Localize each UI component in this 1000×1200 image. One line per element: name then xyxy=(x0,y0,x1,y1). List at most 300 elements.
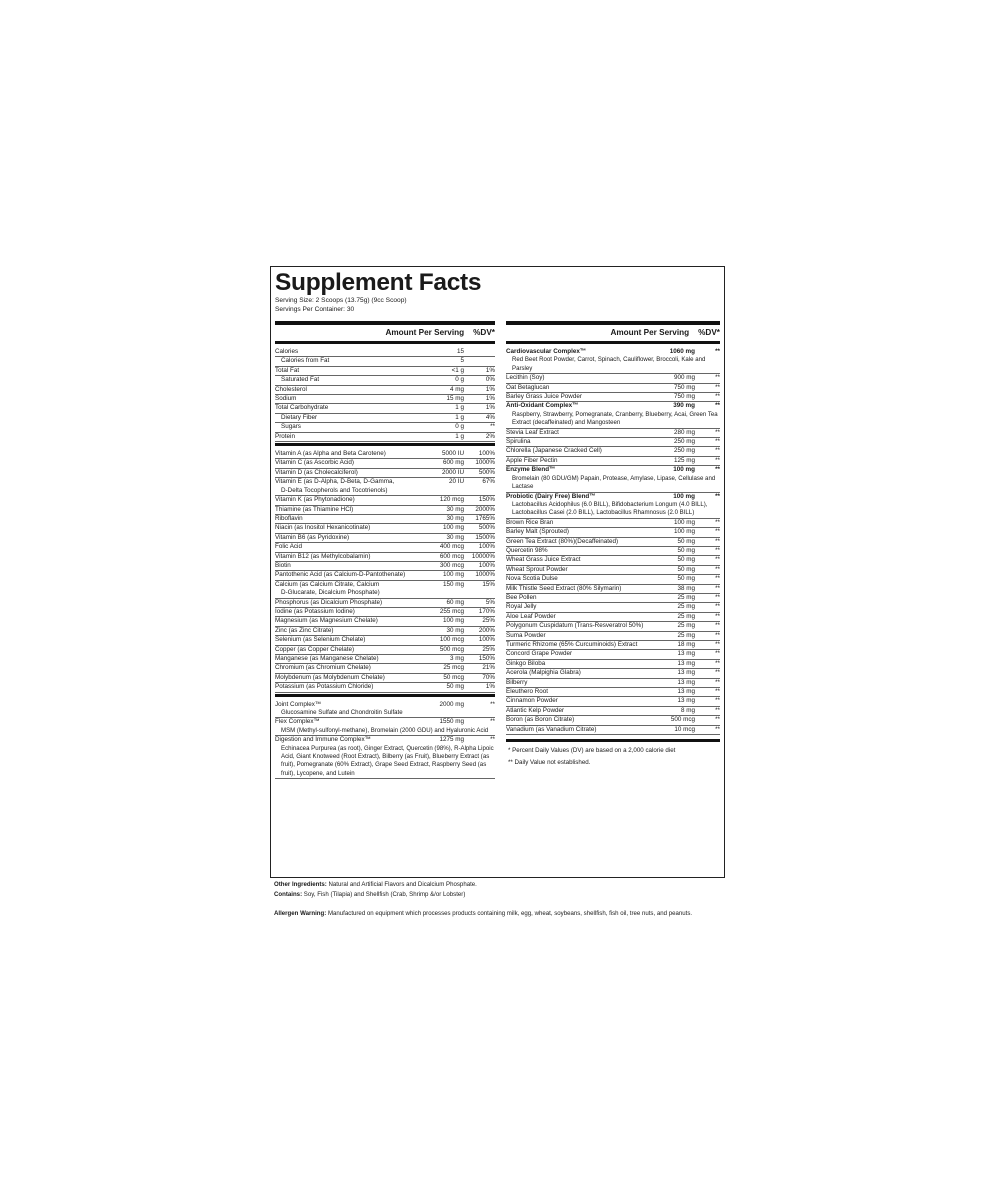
nutrient-row xyxy=(275,608,495,617)
nutrient-row xyxy=(275,386,495,395)
nutrient-name: Protein xyxy=(275,432,295,440)
nutrient-dv: ** xyxy=(715,348,720,355)
nutrient-amount: 50 mg xyxy=(677,546,695,554)
nutrient-row xyxy=(506,556,720,565)
nutrient-dv: 100% xyxy=(478,450,495,458)
nutrient-amount: <1 g xyxy=(451,366,464,374)
footnotes xyxy=(506,746,720,767)
nutrient-amount: 20 IU xyxy=(448,478,464,486)
nutrient-row xyxy=(506,716,720,725)
divider xyxy=(275,443,495,446)
nutrient-dv: 100% xyxy=(478,636,495,644)
panel-title: Supplement Facts xyxy=(275,269,482,296)
nutrient-dv: 1% xyxy=(485,395,495,403)
nutrient-name: Vitamin K (as Phytonadione) xyxy=(275,496,355,504)
nutrient-name: Dietary Fiber xyxy=(281,413,318,421)
nutrient-row xyxy=(275,617,495,626)
nutrient-row xyxy=(275,655,495,664)
nutrient-name: Lecithin (Soy) xyxy=(506,374,545,382)
nutrient-row xyxy=(275,543,495,552)
nutrient-name: Riboflavin xyxy=(275,514,303,522)
nutrient-dv: ** xyxy=(715,688,720,696)
nutrient-name: Oat Betaglucan xyxy=(506,383,550,391)
divider xyxy=(275,341,495,344)
nutrient-name: Wheat Grass Juice Extract xyxy=(506,556,581,564)
nutrient-dv: ** xyxy=(715,669,720,677)
nutrient-row xyxy=(275,450,495,459)
right-column-header xyxy=(506,326,720,340)
nutrient-row xyxy=(506,669,720,678)
nutrient-name-line: Vitamin E (as D-Alpha, D-Beta, D-Gamma, xyxy=(275,478,395,486)
blend-description: Red Beet Root Powder, Carrot, Spinach, Cauliflower, Broccoli, Kale and Parsley xyxy=(506,356,720,374)
nutrient-dv: ** xyxy=(715,603,720,611)
nutrient-dv: ** xyxy=(715,725,720,733)
nutrient-row xyxy=(275,404,495,413)
nutrient-name: Ginkgo Biloba xyxy=(506,659,546,667)
nutrient-amount: 5000 IU xyxy=(441,450,464,458)
nutrient-name: Potassium (as Potassium Chloride) xyxy=(275,683,374,691)
nutrient-row xyxy=(275,478,495,496)
nutrient-dv: ** xyxy=(715,393,720,401)
nutrient-name: Manganese (as Manganese Chelate) xyxy=(275,655,379,662)
header-bar xyxy=(506,321,720,325)
nutrient-amount: 50 mcg xyxy=(443,673,464,681)
nutrient-amount: 1 g xyxy=(455,432,464,440)
nutrient-dv: ** xyxy=(490,718,495,726)
nutrient-row xyxy=(506,466,720,474)
nutrient-name-line: D-Delta Tocopherols and Tocotrienols) xyxy=(281,486,388,494)
nutrient-row xyxy=(506,660,720,669)
nutrient-name: Vitamin B12 (as Methylcobalamin) xyxy=(275,552,371,560)
nutrient-name: Boron (as Boron Citrate) xyxy=(506,716,575,724)
nutrient-row xyxy=(506,697,720,706)
nutrient-amount: 0 g xyxy=(455,423,464,431)
nutrient-amount: 13 mg xyxy=(677,650,695,658)
nutrient-row xyxy=(275,701,495,709)
nutrient-row xyxy=(506,641,720,650)
nutrient-row xyxy=(506,688,720,697)
nutrient-dv: 25% xyxy=(482,617,495,625)
nutrient-name: Molybdenum (as Molybdenum Chelate) xyxy=(275,673,385,681)
divider xyxy=(506,341,720,344)
nutrient-name: Sodium xyxy=(275,395,297,403)
nutrient-row xyxy=(506,393,720,402)
nutrient-dv: ** xyxy=(715,537,720,545)
macros-list xyxy=(275,348,495,442)
nutrient-row xyxy=(275,524,495,533)
nutrient-amount: 50 mg xyxy=(677,565,695,573)
nutrient-name: Barley Grass Juice Powder xyxy=(506,393,582,401)
nutrient-name: Joint Complex™ xyxy=(275,700,322,708)
nutrient-name: Stevia Leaf Extract xyxy=(506,428,559,436)
nutrient-dv: ** xyxy=(715,678,720,686)
nutrient-amount: 1 g xyxy=(455,413,464,421)
nutrient-amount: 13 mg xyxy=(677,697,695,705)
divider xyxy=(275,694,495,697)
nutrient-amount: 5 xyxy=(460,357,464,365)
nutrient-amount: 500 mcg xyxy=(670,716,695,724)
nutrient-dv: ** xyxy=(715,492,720,500)
nutrient-name: Sugars xyxy=(281,423,301,431)
nutrient-dv: ** xyxy=(490,700,495,708)
nutrient-row xyxy=(506,650,720,659)
amount-header: Amount Per Serving xyxy=(610,328,690,337)
other-ingredients-text: Natural and Artificial Flavors and Dicalcium Phosphate. xyxy=(326,881,477,888)
nutrient-dv: ** xyxy=(715,622,720,630)
nutrient-name: Quercetin 98% xyxy=(506,546,548,554)
nutrient-row xyxy=(275,433,495,442)
nutrient-row xyxy=(506,707,720,716)
nutrient-dv: ** xyxy=(715,584,720,592)
nutrient-name: Flex Complex™ xyxy=(275,718,320,726)
nutrient-dv: ** xyxy=(715,706,720,714)
nutrient-dv: ** xyxy=(715,556,720,564)
nutrient-dv: 200% xyxy=(478,626,495,634)
nutrient-name: Saturated Fat xyxy=(281,376,320,384)
nutrient-row xyxy=(275,683,495,692)
nutrient-amount: 50 mg xyxy=(677,537,695,545)
nutrient-amount: 8 mg xyxy=(681,706,695,714)
nutrient-row xyxy=(506,429,720,438)
nutrient-amount: 3 mg xyxy=(450,655,464,662)
vitamins-list xyxy=(275,450,495,693)
nutrient-name: Vitamin D (as Cholecalciferol) xyxy=(275,468,358,476)
nutrient-amount: 30 mg xyxy=(446,514,464,522)
nutrient-name-line: Calcium (as Calcium Citrate, Calcium xyxy=(275,580,380,588)
nutrient-row xyxy=(275,674,495,683)
nutrient-row xyxy=(275,571,495,580)
nutrient-name: Chromium (as Chromium Chelate) xyxy=(275,664,371,672)
nutrient-dv: ** xyxy=(715,428,720,436)
nutrient-row xyxy=(275,395,495,404)
nutrient-amount: 1060 mg xyxy=(669,348,695,355)
nutrient-name: Brown Rice Bran xyxy=(506,518,554,526)
nutrient-row xyxy=(275,636,495,645)
nutrient-amount: 250 mg xyxy=(673,447,695,455)
nutrient-amount: 15 xyxy=(456,348,464,355)
nutrient-amount: 100 mg xyxy=(673,492,695,500)
nutrient-row xyxy=(275,367,495,376)
nutrient-name: Niacin (as Inositol Hexanicotinate) xyxy=(275,524,371,532)
nutrient-amount: 125 mg xyxy=(673,456,695,464)
nutrient-dv: 2% xyxy=(485,432,495,440)
nutrient-amount: 4 mg xyxy=(450,385,464,393)
nutrient-name: Apple Fiber Pectin xyxy=(506,456,558,464)
allergen-label: Allergen Warning: xyxy=(274,910,327,917)
nutrient-name: Folic Acid xyxy=(275,543,302,551)
nutrient-dv: 10000% xyxy=(471,552,495,560)
nutrient-row xyxy=(506,374,720,383)
nutrient-name: Barley Malt (Sprouted) xyxy=(506,528,569,536)
nutrient-dv: ** xyxy=(715,565,720,573)
nutrient-name: Atlantic Kelp Powder xyxy=(506,706,565,714)
nutrient-name: Bee Pollen xyxy=(506,593,537,601)
nutrient-name: Iodine (as Potassium Iodine) xyxy=(275,607,355,615)
nutrient-dv: 70% xyxy=(482,673,495,681)
nutrient-name: Nova Scotia Dulse xyxy=(506,575,558,583)
nutrient-amount: 100 mg xyxy=(442,617,464,625)
nutrient-amount: 13 mg xyxy=(677,659,695,667)
servings-per-container: Servings Per Container: 30 xyxy=(275,306,355,313)
nutrient-dv: ** xyxy=(715,383,720,391)
nutrient-row xyxy=(506,547,720,556)
nutrient-name: Aloe Leaf Powder xyxy=(506,612,556,620)
nutrient-name: Green Tea Extract (80%)(Decaffeinated) xyxy=(506,537,619,545)
nutrient-amount: 25 mg xyxy=(677,622,695,630)
nutrient-row xyxy=(506,348,720,356)
nutrient-row xyxy=(506,603,720,612)
blends-list xyxy=(275,701,495,780)
nutrient-row xyxy=(275,599,495,608)
amount-header: Amount Per Serving xyxy=(385,328,465,337)
nutrient-amount: 1550 mg xyxy=(439,718,464,726)
nutrient-name: Probiotic (Dairy Free) Blend™ xyxy=(506,492,596,500)
nutrient-amount: 1 g xyxy=(455,404,464,412)
nutrient-row xyxy=(275,459,495,468)
nutrient-amount: 50 mg xyxy=(677,575,695,583)
nutrient-amount: 1275 mg xyxy=(439,736,464,744)
nutrient-dv: ** xyxy=(715,402,720,410)
nutrient-row xyxy=(275,627,495,636)
nutrient-dv: ** xyxy=(715,447,720,455)
nutrient-dv: 0% xyxy=(485,376,495,384)
nutrient-dv: 150% xyxy=(478,496,495,504)
nutrient-amount: 25 mcg xyxy=(443,664,464,672)
nutrient-dv: 1% xyxy=(485,683,495,691)
nutrient-amount: 250 mg xyxy=(673,438,695,446)
nutrient-amount: 750 mg xyxy=(673,393,695,401)
nutrient-name: Milk Thistle Seed Extract (80% Silymarin) xyxy=(506,584,622,592)
nutrient-amount: 50 mg xyxy=(446,683,464,691)
blend-description: Echinacea Purpurea (as root), Ginger Extract, Quercetin (98%), R-Alpha Lipoic Acid, Giant Knotweed (Root Extract), Bilberry (as Fruit), Blueberry Extract (as fruit), Pomegranate (60% Extract), Grape Seed Extract, Raspberry Seed (as fruit), Lycopene, and Lutein xyxy=(275,745,495,780)
nutrient-dv: 100% xyxy=(478,561,495,569)
nutrient-dv: ** xyxy=(715,641,720,648)
nutrient-dv: 150% xyxy=(478,655,495,662)
serving-size: Serving Size: 2 Scoops (13.75g) (9cc Scoop) xyxy=(275,297,407,304)
nutrient-name: Enzyme Blend™ xyxy=(506,466,556,474)
nutrient-row xyxy=(506,447,720,456)
nutrient-amount: 38 mg xyxy=(677,584,695,592)
nutrient-row xyxy=(506,566,720,575)
nutrient-row xyxy=(506,493,720,501)
nutrient-row xyxy=(506,575,720,584)
nutrient-row xyxy=(275,348,495,357)
nutrient-name: Bilberry xyxy=(506,678,528,686)
nutrient-amount: 280 mg xyxy=(673,428,695,436)
allergen-text: Manufactured on equipment which processes products containing milk, egg, wheat, soybeans, shellfish, fish oil, tree nuts, and peanuts. xyxy=(326,910,693,917)
nutrient-amount: 18 mg xyxy=(677,641,695,648)
nutrient-row xyxy=(506,622,720,631)
nutrient-dv: ** xyxy=(715,650,720,658)
nutrient-amount: 30 mg xyxy=(446,626,464,634)
nutrient-name: Total Fat xyxy=(275,366,300,374)
nutrient-dv: ** xyxy=(715,697,720,705)
nutrient-dv: 100% xyxy=(478,543,495,551)
nutrient-dv: 500% xyxy=(478,468,495,476)
nutrient-dv: ** xyxy=(715,466,720,474)
nutrient-name: Total Carbohydrate xyxy=(275,404,329,412)
blend-description: Glucosamine Sulfate and Chondroitin Sulfate xyxy=(275,709,495,718)
nutrient-dv: 1% xyxy=(485,366,495,374)
nutrient-name: Chlorella (Japanese Cracked Cell) xyxy=(506,447,602,455)
nutrient-amount: 100 mg xyxy=(442,524,464,532)
nutrient-row xyxy=(275,581,495,599)
blend-description: MSM (Methyl-sulfonyl-methane), Bromelain (2000 GDU) and Hyaluronic Acid xyxy=(275,727,495,736)
right-column xyxy=(506,321,720,767)
nutrient-row xyxy=(275,496,495,505)
nutrient-amount: 100 mcg xyxy=(439,636,464,644)
nutrient-name: Cardiovascular Complex™ xyxy=(506,348,587,355)
nutrient-amount: 13 mg xyxy=(677,669,695,677)
nutrient-dv: ** xyxy=(715,438,720,446)
nutrient-amount: 150 mg xyxy=(442,580,464,588)
nutrient-amount: 25 mg xyxy=(677,593,695,601)
nutrient-name: Calories from Fat xyxy=(281,357,330,365)
nutrient-name xyxy=(275,581,422,598)
ingredients-list xyxy=(506,348,720,735)
nutrient-name: Digestion and Immune Complex™ xyxy=(275,736,371,744)
nutrient-name: Magnesium (as Magnesium Chelate) xyxy=(275,617,378,625)
nutrient-dv: 21% xyxy=(482,664,495,672)
nutrient-dv: ** xyxy=(715,716,720,724)
nutrient-amount: 100 mg xyxy=(673,466,695,474)
nutrient-dv: 1% xyxy=(485,385,495,393)
nutrient-dv: 1000% xyxy=(475,459,495,467)
nutrient-name: Wheat Sprout Powder xyxy=(506,565,568,573)
blend-description: Raspberry, Strawberry, Pomegranate, Cranberry, Blueberry, Acai, Green Tea Extract (decaffeinated) and Mangosteen xyxy=(506,411,720,429)
allergen-warning xyxy=(274,910,726,919)
nutrient-dv: ** xyxy=(715,593,720,601)
nutrient-dv: 5% xyxy=(485,598,495,606)
footnote-not-established: ** Daily Value not established. xyxy=(508,758,591,766)
nutrient-amount: 2000 IU xyxy=(441,468,464,476)
nutrient-row xyxy=(275,469,495,478)
nutrient-amount: 25 mg xyxy=(677,612,695,620)
nutrient-amount: 10 mcg xyxy=(674,725,695,733)
nutrient-amount: 255 mcg xyxy=(439,607,464,615)
nutrient-amount: 390 mg xyxy=(673,402,695,410)
nutrient-dv: ** xyxy=(715,631,720,639)
nutrient-row xyxy=(275,515,495,524)
nutrient-amount: 60 mg xyxy=(446,598,464,606)
nutrient-row xyxy=(506,632,720,641)
nutrient-amount: 25 mg xyxy=(677,631,695,639)
nutrient-row xyxy=(275,376,495,385)
nutrient-amount: 13 mg xyxy=(677,688,695,696)
nutrient-dv: 1% xyxy=(485,404,495,412)
nutrient-name: Selenium (as Selenium Chelate) xyxy=(275,636,366,644)
nutrient-name: Turmeric Rhizome (65% Curcuminoids) Extract xyxy=(506,641,638,648)
nutrient-dv: 4% xyxy=(485,413,495,421)
nutrient-name: Cholesterol xyxy=(275,385,307,393)
nutrient-row xyxy=(275,423,495,432)
nutrient-row xyxy=(275,646,495,655)
nutrient-name: Eleuthero Root xyxy=(506,688,549,696)
nutrient-name: Vitamin A (as Alpha and Beta Carotene) xyxy=(275,450,386,458)
nutrient-row xyxy=(506,613,720,622)
nutrient-name: Concord Grape Powder xyxy=(506,650,573,658)
nutrient-dv: ** xyxy=(715,518,720,526)
nutrient-amount: 13 mg xyxy=(677,678,695,686)
nutrient-amount: 500 mcg xyxy=(439,645,464,653)
other-ingredients-label: Other Ingredients: xyxy=(274,881,327,888)
nutrient-name: Copper (as Copper Chelate) xyxy=(275,645,355,653)
dv-header: %DV* xyxy=(698,328,720,337)
nutrient-row xyxy=(275,736,495,744)
nutrient-name: Anti-Oxidant Complex™ xyxy=(506,402,579,410)
nutrient-row xyxy=(506,679,720,688)
nutrient-amount: 50 mg xyxy=(677,556,695,564)
nutrient-amount: 30 mg xyxy=(446,505,464,513)
nutrient-amount: 0 g xyxy=(455,376,464,384)
nutrient-amount: 400 mcg xyxy=(439,543,464,551)
nutrient-row xyxy=(275,664,495,673)
nutrient-dv: 1500% xyxy=(475,533,495,541)
nutrient-name: Vanadium (as Vanadium Citrate) xyxy=(506,725,597,733)
nutrient-name: Vitamin C (as Ascorbic Acid) xyxy=(275,459,354,467)
nutrient-row xyxy=(275,553,495,562)
nutrient-dv: ** xyxy=(715,546,720,554)
nutrient-dv: ** xyxy=(490,736,495,744)
nutrient-amount: 15 mg xyxy=(446,395,464,403)
nutrient-name: Biotin xyxy=(275,561,291,569)
nutrient-amount: 25 mg xyxy=(677,603,695,611)
nutrient-row xyxy=(506,438,720,447)
divider xyxy=(506,739,720,742)
nutrient-dv: ** xyxy=(715,528,720,536)
nutrient-name-line: D-Glucarate, Dicalcium Phosphate) xyxy=(281,589,380,597)
nutrient-amount: 30 mg xyxy=(446,533,464,541)
left-column-header xyxy=(275,326,495,340)
footnote-dv: * Percent Daily Values (DV) are based on a 2,000 calorie diet xyxy=(508,747,676,755)
nutrient-dv: 25% xyxy=(482,645,495,653)
nutrient-row xyxy=(275,718,495,726)
nutrient-row xyxy=(275,562,495,571)
nutrient-amount: 600 mg xyxy=(442,459,464,467)
nutrient-dv: ** xyxy=(715,456,720,464)
nutrient-name: Spirulina xyxy=(506,438,531,446)
nutrient-name: Suma Powder xyxy=(506,631,546,639)
nutrient-dv: 1765% xyxy=(475,514,495,522)
contains xyxy=(274,891,726,900)
nutrient-row xyxy=(275,414,495,423)
nutrient-row xyxy=(506,528,720,537)
nutrient-name: Acerola (Malpighia Glabra) xyxy=(506,669,581,677)
nutrient-row xyxy=(275,506,495,515)
nutrient-amount: 100 mg xyxy=(442,571,464,579)
nutrient-row xyxy=(506,726,720,735)
nutrient-amount: 120 mcg xyxy=(439,496,464,504)
nutrient-dv: 1000% xyxy=(475,571,495,579)
contains-label: Contains: xyxy=(274,891,303,898)
nutrient-row xyxy=(506,457,720,466)
nutrient-row xyxy=(275,534,495,543)
nutrient-dv: 67% xyxy=(482,478,495,486)
nutrient-row xyxy=(506,538,720,547)
nutrient-name: Royal Jelly xyxy=(506,603,537,611)
nutrient-name: Calories xyxy=(275,348,299,355)
nutrient-dv: 15% xyxy=(482,580,495,588)
header-bar xyxy=(275,321,495,325)
nutrient-dv: ** xyxy=(490,423,495,431)
nutrient-dv: ** xyxy=(715,575,720,583)
nutrient-amount: 100 mg xyxy=(673,528,695,536)
nutrient-name xyxy=(275,478,422,495)
nutrient-dv: ** xyxy=(715,374,720,382)
nutrient-name: Vitamin B6 (as Pyridoxine) xyxy=(275,533,350,541)
nutrient-row xyxy=(506,519,720,528)
dv-header: %DV* xyxy=(473,328,495,337)
